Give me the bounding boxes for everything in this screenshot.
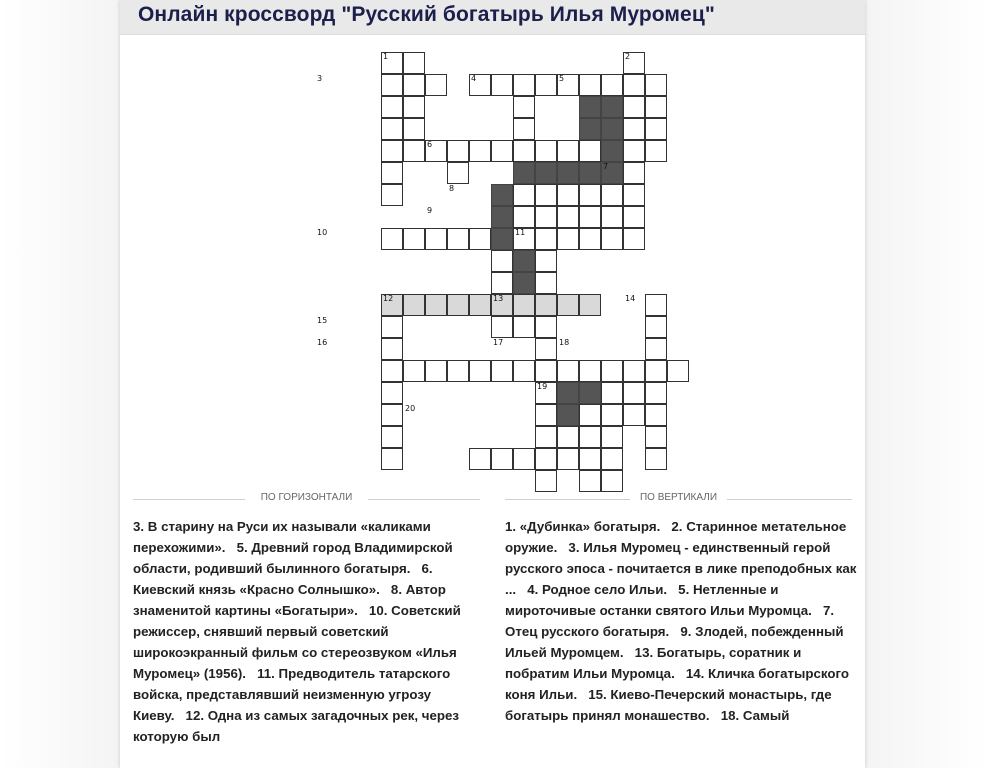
- clue-number: 16: [317, 338, 328, 347]
- crossword-cell[interactable]: [425, 294, 447, 316]
- crossword-cell[interactable]: [601, 470, 623, 492]
- crossword-cell[interactable]: [381, 74, 403, 96]
- blocked-cell: [579, 162, 601, 184]
- blocked-cell: [491, 228, 513, 250]
- crossword-cell[interactable]: [513, 206, 535, 228]
- down-clues-list: [505, 516, 857, 726]
- crossword-cell[interactable]: [535, 316, 557, 338]
- crossword-cell[interactable]: [535, 294, 557, 316]
- crossword-cell[interactable]: [535, 140, 557, 162]
- crossword-cell[interactable]: [645, 140, 667, 162]
- crossword-cell[interactable]: [513, 140, 535, 162]
- crossword-cell[interactable]: [425, 74, 447, 96]
- crossword-cell[interactable]: [557, 294, 579, 316]
- crossword-cell[interactable]: [381, 316, 403, 338]
- down-clue[interactable]: 15. Киево-Печерский монастырь, где богатырь принял монашество.: [505, 687, 832, 723]
- blocked-cell: [579, 96, 601, 118]
- crossword-cell[interactable]: [645, 74, 667, 96]
- crossword-cell[interactable]: [513, 118, 535, 140]
- crossword-cell[interactable]: [381, 96, 403, 118]
- down-clue[interactable]: 7. Отец русского богатыря.: [505, 603, 835, 639]
- crossword-cell[interactable]: [579, 294, 601, 316]
- blocked-cell: [601, 118, 623, 140]
- clue-number: 3: [317, 74, 323, 83]
- across-section-header: [133, 492, 480, 506]
- crossword-cell[interactable]: [447, 162, 469, 184]
- clue-separator: [225, 540, 236, 555]
- crossword-cell[interactable]: [579, 74, 601, 96]
- crossword-cell[interactable]: [381, 184, 403, 206]
- crossword-cell[interactable]: [381, 404, 403, 426]
- crossword-cell[interactable]: [623, 360, 645, 382]
- crossword-cell[interactable]: [381, 162, 403, 184]
- down-clue[interactable]: 13. Богатырь, соратник и побратим Ильи Муромца.: [505, 645, 802, 681]
- clue-separator: [174, 708, 185, 723]
- crossword-cell[interactable]: [623, 162, 645, 184]
- crossword-cell[interactable]: [535, 74, 557, 96]
- crossword-cell[interactable]: [469, 448, 491, 470]
- crossword-cell[interactable]: [557, 206, 579, 228]
- blocked-cell: [491, 184, 513, 206]
- clue-number: 8: [449, 184, 455, 193]
- clue-separator: [557, 540, 568, 555]
- crossword-cell[interactable]: [469, 228, 491, 250]
- crossword-cell[interactable]: [579, 404, 601, 426]
- crossword-cell[interactable]: [425, 360, 447, 382]
- crossword-cell[interactable]: [425, 228, 447, 250]
- across-clue[interactable]: 10. Советский режиссер, снявший первый советский широкоэкранный фильм со стереозвуком «Илья Муромец» (1956).: [133, 603, 461, 681]
- crossword-cell[interactable]: [645, 404, 667, 426]
- clue-number: 5: [559, 74, 565, 83]
- down-clue[interactable]: 3. Илья Муромец - единственный герой русского эпоса - почитается в лике преподобных как ...: [505, 540, 857, 597]
- crossword-cell[interactable]: [667, 360, 689, 382]
- crossword-cell[interactable]: [645, 338, 667, 360]
- clue-number: 6: [427, 140, 433, 149]
- crossword-cell[interactable]: [623, 206, 645, 228]
- crossword-cell[interactable]: [513, 74, 535, 96]
- crossword-cell[interactable]: [601, 404, 623, 426]
- down-clue[interactable]: 5. Нетленные и мироточивые останки святого Ильи Муромца.: [505, 582, 812, 618]
- crossword-cell[interactable]: [645, 118, 667, 140]
- crossword-cell[interactable]: [601, 448, 623, 470]
- crossword-cell[interactable]: [623, 118, 645, 140]
- blocked-cell: [557, 162, 579, 184]
- crossword-cell[interactable]: [601, 382, 623, 404]
- across-clue[interactable]: 12. Одна из самых загадочных рек, через которую был: [133, 708, 460, 744]
- down-clue[interactable]: 18. Самый: [720, 708, 790, 723]
- crossword-cell[interactable]: [403, 96, 425, 118]
- crossword-cell[interactable]: [403, 360, 425, 382]
- blocked-cell: [557, 404, 579, 426]
- clue-number: 7: [603, 162, 609, 171]
- page-title: Онлайн кроссворд "Русский богатырь Илья Муромец": [138, 3, 715, 26]
- crossword-cell[interactable]: [557, 140, 579, 162]
- crossword-cell[interactable]: [557, 228, 579, 250]
- blocked-cell: [579, 118, 601, 140]
- down-clue[interactable]: 1. «Дубинка» богатыря.: [505, 519, 661, 534]
- crossword-cell[interactable]: [535, 360, 557, 382]
- across-section-title: ПО ГОРИЗОНТАЛИ: [260, 492, 353, 503]
- crossword-cell[interactable]: [381, 140, 403, 162]
- crossword-cell[interactable]: [381, 382, 403, 404]
- blocked-cell: [557, 382, 579, 404]
- clue-separator: [675, 666, 686, 681]
- crossword-cell[interactable]: [491, 316, 513, 338]
- crossword-cell[interactable]: [623, 140, 645, 162]
- across-clue[interactable]: 11. Предводитель татарского войска, представлявший неизменную угрозу Киеву.: [133, 666, 451, 723]
- crossword-cell[interactable]: [381, 448, 403, 470]
- crossword-cell[interactable]: [601, 206, 623, 228]
- crossword-cell[interactable]: [579, 470, 601, 492]
- crossword-cell[interactable]: [381, 228, 403, 250]
- crossword-cell[interactable]: [645, 316, 667, 338]
- down-clue[interactable]: 4. Родное село Ильи.: [527, 582, 668, 597]
- down-clue[interactable]: 9. Злодей, побежденный Ильей Муромцем.: [505, 624, 844, 660]
- crossword-cell[interactable]: [579, 360, 601, 382]
- crossword-cell[interactable]: [403, 228, 425, 250]
- blocked-cell: [535, 162, 557, 184]
- clue-separator: [660, 519, 671, 534]
- crossword-cell[interactable]: [601, 360, 623, 382]
- crossword-cell[interactable]: [535, 338, 557, 360]
- crossword-cell[interactable]: [403, 52, 425, 74]
- crossword-cell[interactable]: [491, 250, 513, 272]
- clue-separator: [710, 708, 721, 723]
- crossword-cell[interactable]: [447, 360, 469, 382]
- crossword-cell[interactable]: [491, 74, 513, 96]
- blocked-cell: [513, 162, 535, 184]
- crossword-cell[interactable]: [447, 228, 469, 250]
- crossword-cell[interactable]: [579, 228, 601, 250]
- crossword-cell[interactable]: [645, 294, 667, 316]
- clue-separator: [380, 582, 391, 597]
- crossword-cell[interactable]: [469, 294, 491, 316]
- clue-number: 15: [317, 316, 328, 325]
- clue-separator: [577, 687, 588, 702]
- crossword-cell[interactable]: [557, 426, 579, 448]
- clue-number: 17: [493, 338, 504, 347]
- clue-number: 2: [625, 52, 631, 61]
- crossword-cell[interactable]: [491, 140, 513, 162]
- crossword-cell[interactable]: [645, 360, 667, 382]
- crossword-cell[interactable]: [513, 360, 535, 382]
- crossword-cell[interactable]: [557, 448, 579, 470]
- across-clue[interactable]: 8. Автор знаменитой картины «Богатыри».: [133, 582, 446, 618]
- crossword-cell[interactable]: [403, 294, 425, 316]
- crossword-cell[interactable]: [513, 294, 535, 316]
- crossword-cell[interactable]: [579, 448, 601, 470]
- crossword-cell[interactable]: [513, 96, 535, 118]
- clue-separator: [358, 603, 369, 618]
- crossword-cell[interactable]: [447, 294, 469, 316]
- down-clue[interactable]: 14. Кличка богатырского коня Ильи.: [505, 666, 849, 702]
- crossword-cell[interactable]: [491, 448, 513, 470]
- crossword-cell[interactable]: [579, 140, 601, 162]
- crossword-cell[interactable]: [579, 426, 601, 448]
- clue-number: 9: [427, 206, 433, 215]
- crossword-cell[interactable]: [469, 360, 491, 382]
- crossword-cell[interactable]: [513, 448, 535, 470]
- crossword-cell[interactable]: [623, 96, 645, 118]
- crossword-cell[interactable]: [535, 426, 557, 448]
- clue-separator: [812, 603, 823, 618]
- blocked-cell: [601, 140, 623, 162]
- crossword-cell[interactable]: [403, 118, 425, 140]
- crossword-cell[interactable]: [601, 426, 623, 448]
- crossword-cell[interactable]: [381, 426, 403, 448]
- crossword-cell[interactable]: [623, 184, 645, 206]
- crossword-cell[interactable]: [447, 140, 469, 162]
- crossword-cell[interactable]: [491, 360, 513, 382]
- clue-separator: [516, 582, 527, 597]
- crossword-cell[interactable]: [513, 316, 535, 338]
- crossword-cell[interactable]: [381, 118, 403, 140]
- crossword-cell[interactable]: [403, 140, 425, 162]
- clue-number: 10: [317, 228, 328, 237]
- crossword-cell[interactable]: [579, 184, 601, 206]
- crossword-cell[interactable]: [601, 228, 623, 250]
- crossword-cell[interactable]: [535, 228, 557, 250]
- clue-separator: [669, 624, 680, 639]
- crossword-cell[interactable]: [645, 448, 667, 470]
- clue-number: 13: [493, 294, 504, 303]
- crossword-cell[interactable]: [535, 206, 557, 228]
- clue-separator: [667, 582, 678, 597]
- across-clue[interactable]: 5. Древний город Владимирской области, родивший былинного богатыря.: [133, 540, 453, 576]
- down-clue[interactable]: 2. Старинное метательное оружие.: [505, 519, 847, 555]
- across-clue[interactable]: 6. Киевский князь «Красно Солнышко».: [133, 561, 433, 597]
- crossword-cell[interactable]: [579, 206, 601, 228]
- across-clue[interactable]: 3. В старину на Руси их называли «каликами перехожими».: [133, 519, 431, 555]
- crossword-cell[interactable]: [645, 382, 667, 404]
- crossword-cell[interactable]: [623, 404, 645, 426]
- blocked-cell: [601, 96, 623, 118]
- crossword-cell[interactable]: [535, 470, 557, 492]
- crossword-cell[interactable]: [381, 360, 403, 382]
- clue-number: 12: [383, 294, 394, 303]
- crossword-cell[interactable]: [645, 96, 667, 118]
- crossword-cell[interactable]: [623, 74, 645, 96]
- clue-number: 18: [559, 338, 570, 347]
- crossword-cell[interactable]: [469, 140, 491, 162]
- crossword-cell[interactable]: [557, 184, 579, 206]
- blocked-cell: [513, 272, 535, 294]
- clue-separator: [246, 666, 257, 681]
- clue-number: 1: [383, 52, 389, 61]
- divider-line: [727, 499, 852, 500]
- clue-separator: [624, 645, 635, 660]
- crossword-cell[interactable]: [381, 338, 403, 360]
- clue-number: 20: [405, 404, 416, 413]
- crossword-cell[interactable]: [535, 404, 557, 426]
- crossword-cell[interactable]: [623, 228, 645, 250]
- across-clues-list: [133, 516, 483, 747]
- down-section-header: [505, 492, 852, 506]
- clue-separator: [410, 561, 421, 576]
- crossword-cell[interactable]: [535, 272, 557, 294]
- down-section-title: ПО ВЕРТИКАЛИ: [639, 492, 718, 503]
- crossword-cell[interactable]: [403, 74, 425, 96]
- crossword-cell[interactable]: [513, 184, 535, 206]
- crossword-cell[interactable]: [535, 448, 557, 470]
- clue-number: 19: [537, 382, 548, 391]
- clue-number: 11: [515, 228, 526, 237]
- blocked-cell: [491, 206, 513, 228]
- clue-number: 4: [471, 74, 477, 83]
- blocked-cell: [513, 250, 535, 272]
- crossword-cell[interactable]: [601, 74, 623, 96]
- crossword-cell[interactable]: [557, 360, 579, 382]
- crossword-cell[interactable]: [601, 184, 623, 206]
- crossword-cell[interactable]: [645, 426, 667, 448]
- clue-number: 14: [625, 294, 636, 303]
- crossword-cell[interactable]: [623, 382, 645, 404]
- crossword-cell[interactable]: [535, 250, 557, 272]
- divider-line: [368, 499, 480, 500]
- crossword-cell[interactable]: [535, 184, 557, 206]
- blocked-cell: [579, 382, 601, 404]
- crossword-cell[interactable]: [491, 272, 513, 294]
